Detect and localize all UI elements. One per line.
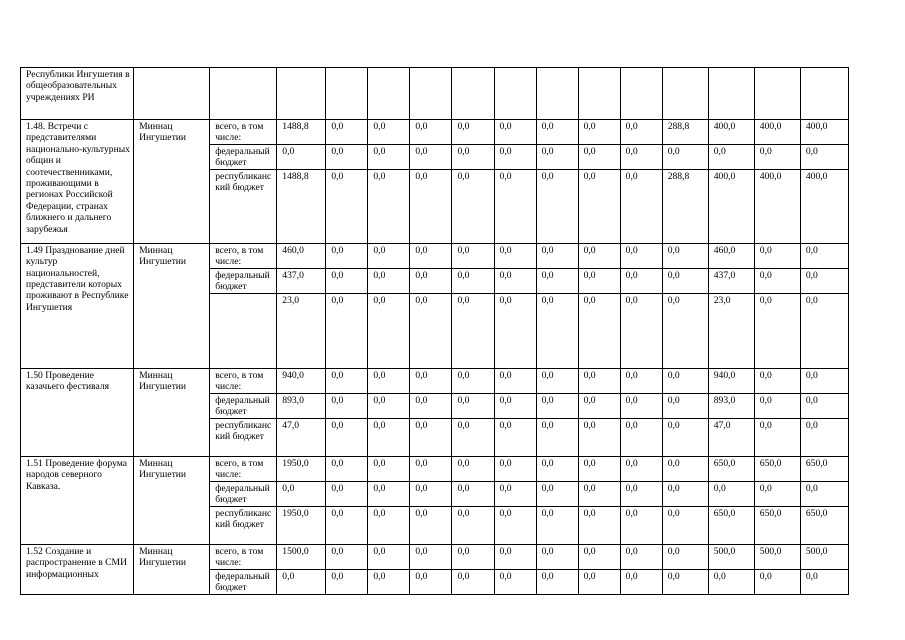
amount-cell: 0,0 xyxy=(662,293,708,368)
amount-cell: 0,0 xyxy=(494,120,536,145)
amount-cell: 0,0 xyxy=(494,544,536,569)
amount-cell: 0,0 xyxy=(662,481,708,506)
amount-cell: 0,0 xyxy=(754,293,800,368)
amount-cell: 0,0 xyxy=(452,506,494,544)
amount-cell: 0,0 xyxy=(536,393,578,418)
amount-cell: 0,0 xyxy=(410,120,452,145)
amount-cell: 0,0 xyxy=(536,169,578,243)
amount-cell: 0,0 xyxy=(326,293,368,368)
amount-cell: 288,8 xyxy=(662,120,708,145)
table-row xyxy=(21,243,849,268)
funding-source-cell: всего, в том числе: xyxy=(210,243,277,268)
amount-cell: 460,0 xyxy=(708,243,754,268)
executor-cell: Миннац Ингушетии xyxy=(134,120,210,244)
amount-cell: 0,0 xyxy=(662,368,708,393)
amount-cell: 0,0 xyxy=(326,368,368,393)
amount-cell: 0,0 xyxy=(754,393,800,418)
amount-cell: 893,0 xyxy=(708,393,754,418)
amount-cell: 0,0 xyxy=(578,569,620,594)
amount-cell: 0,0 xyxy=(754,418,800,456)
amount-cell: 1500,0 xyxy=(277,544,326,569)
amount-cell: 0,0 xyxy=(620,506,662,544)
program-funding-table xyxy=(20,67,849,595)
amount-cell: 0,0 xyxy=(662,544,708,569)
amount-cell: 0,0 xyxy=(536,293,578,368)
amount-cell: 0,0 xyxy=(452,268,494,293)
amount-cell: 650,0 xyxy=(708,456,754,481)
amount-cell: 650,0 xyxy=(800,506,848,544)
funding-source-cell: республиканский бюджет xyxy=(210,169,277,243)
amount-cell: 0,0 xyxy=(452,481,494,506)
amount-cell: 0,0 xyxy=(410,456,452,481)
table-row xyxy=(21,68,849,120)
amount-cell: 0,0 xyxy=(578,368,620,393)
funding-source-cell: всего, в том числе: xyxy=(210,456,277,481)
amount-cell: 0,0 xyxy=(494,243,536,268)
amount-cell: 0,0 xyxy=(662,144,708,169)
table-body xyxy=(21,68,849,595)
amount-cell: 650,0 xyxy=(754,506,800,544)
amount-cell: 0,0 xyxy=(494,456,536,481)
amount-cell: 0,0 xyxy=(494,418,536,456)
activity-name-cell: 1.49 Празднование дней культур национальностей, представители которых проживают в Республике Ингушетия xyxy=(21,243,134,368)
amount-cell: 1950,0 xyxy=(277,506,326,544)
amount-cell: 0,0 xyxy=(536,120,578,145)
amount-cell: 0,0 xyxy=(326,393,368,418)
executor-cell: Миннац Ингушетии xyxy=(134,243,210,368)
amount-cell: 0,0 xyxy=(662,243,708,268)
amount-cell: 0,0 xyxy=(578,268,620,293)
funding-source-cell: всего, в том числе: xyxy=(210,544,277,569)
amount-cell: 0,0 xyxy=(326,144,368,169)
amount-cell: 400,0 xyxy=(754,169,800,243)
amount-cell: 0,0 xyxy=(410,393,452,418)
amount-cell: 0,0 xyxy=(662,569,708,594)
amount-cell: 0,0 xyxy=(620,120,662,145)
amount-cell: 0,0 xyxy=(410,368,452,393)
amount-cell: 0,0 xyxy=(536,569,578,594)
amount-cell: 0,0 xyxy=(368,393,410,418)
amount-cell: 0,0 xyxy=(536,243,578,268)
funding-source-cell: республиканский бюджет xyxy=(210,418,277,456)
amount-cell: 0,0 xyxy=(800,144,848,169)
amount-cell: 0,0 xyxy=(708,569,754,594)
amount-cell: 0,0 xyxy=(662,456,708,481)
amount-cell: 0,0 xyxy=(410,243,452,268)
amount-cell: 0,0 xyxy=(326,120,368,145)
amount-cell: 0,0 xyxy=(578,418,620,456)
amount-cell: 0,0 xyxy=(452,293,494,368)
funding-source-cell: федеральный бюджет xyxy=(210,569,277,594)
amount-cell: 0,0 xyxy=(326,456,368,481)
amount-cell: 0,0 xyxy=(326,544,368,569)
amount-cell: 0,0 xyxy=(368,169,410,243)
amount-cell: 0,0 xyxy=(410,481,452,506)
amount-cell: 0,0 xyxy=(578,506,620,544)
amount-cell: 650,0 xyxy=(754,456,800,481)
executor-cell: Миннац Ингушетии xyxy=(134,368,210,456)
amount-cell: 0,0 xyxy=(620,418,662,456)
funding-source-cell: всего, в том числе: xyxy=(210,120,277,145)
amount-cell: 0,0 xyxy=(536,481,578,506)
amount-cell: 0,0 xyxy=(494,569,536,594)
funding-source-cell: республиканский бюджет xyxy=(210,506,277,544)
amount-cell: 47,0 xyxy=(277,418,326,456)
amount-cell: 1488,8 xyxy=(277,169,326,243)
amount-cell: 0,0 xyxy=(452,393,494,418)
amount-cell: 0,0 xyxy=(754,481,800,506)
executor-cell: Миннац Ингушетии xyxy=(134,456,210,544)
amount-cell: 0,0 xyxy=(494,506,536,544)
amount-cell: 288,8 xyxy=(662,169,708,243)
amount-cell: 893,0 xyxy=(277,393,326,418)
amount-cell: 0,0 xyxy=(452,169,494,243)
amount-cell: 400,0 xyxy=(708,120,754,145)
amount-cell: 400,0 xyxy=(800,169,848,243)
funding-source-cell: федеральный бюджет xyxy=(210,144,277,169)
amount-cell: 0,0 xyxy=(754,368,800,393)
amount-cell: 0,0 xyxy=(578,169,620,243)
amount-cell: 23,0 xyxy=(277,293,326,368)
amount-cell: 0,0 xyxy=(368,456,410,481)
amount-cell: 0,0 xyxy=(578,144,620,169)
amount-cell: 0,0 xyxy=(368,144,410,169)
amount-cell: 0,0 xyxy=(410,506,452,544)
table-row xyxy=(21,544,849,569)
amount-cell: 400,0 xyxy=(708,169,754,243)
amount-cell: 0,0 xyxy=(578,293,620,368)
amount-cell: 0,0 xyxy=(494,481,536,506)
amount-cell: 0,0 xyxy=(536,268,578,293)
amount-cell: 0,0 xyxy=(452,569,494,594)
amount-cell: 0,0 xyxy=(536,506,578,544)
amount-cell: 437,0 xyxy=(708,268,754,293)
amount-cell: 0,0 xyxy=(620,481,662,506)
amount-cell: 460,0 xyxy=(277,243,326,268)
amount-cell: 0,0 xyxy=(410,169,452,243)
amount-cell: 0,0 xyxy=(368,368,410,393)
amount-cell: 0,0 xyxy=(494,169,536,243)
amount-cell: 47,0 xyxy=(708,418,754,456)
amount-cell: 0,0 xyxy=(578,456,620,481)
amount-cell: 0,0 xyxy=(410,144,452,169)
amount-cell: 0,0 xyxy=(800,293,848,368)
amount-cell: 0,0 xyxy=(800,243,848,268)
amount-cell: 0,0 xyxy=(326,569,368,594)
amount-cell: 0,0 xyxy=(452,368,494,393)
amount-cell: 0,0 xyxy=(620,544,662,569)
amount-cell: 0,0 xyxy=(754,268,800,293)
executor-cell: Миннац Ингушетии xyxy=(134,544,210,594)
amount-cell: 0,0 xyxy=(578,481,620,506)
amount-cell: 400,0 xyxy=(754,120,800,145)
amount-cell: 0,0 xyxy=(368,120,410,145)
activity-name-cell: 1.51 Проведение форума народов северного Кавказа. xyxy=(21,456,134,544)
amount-cell: 0,0 xyxy=(368,544,410,569)
amount-cell: 0,0 xyxy=(452,418,494,456)
amount-cell: 500,0 xyxy=(708,544,754,569)
amount-cell: 1488,8 xyxy=(277,120,326,145)
amount-cell: 0,0 xyxy=(410,418,452,456)
amount-cell: 0,0 xyxy=(326,268,368,293)
amount-cell: 0,0 xyxy=(662,418,708,456)
amount-cell: 0,0 xyxy=(620,144,662,169)
amount-cell: 0,0 xyxy=(578,544,620,569)
amount-cell: 0,0 xyxy=(326,481,368,506)
amount-cell: 0,0 xyxy=(410,569,452,594)
amount-cell: 0,0 xyxy=(800,393,848,418)
amount-cell: 0,0 xyxy=(536,368,578,393)
amount-cell: 0,0 xyxy=(494,368,536,393)
amount-cell: 0,0 xyxy=(708,144,754,169)
amount-cell: 0,0 xyxy=(368,243,410,268)
amount-cell: 0,0 xyxy=(326,506,368,544)
amount-cell: 0,0 xyxy=(708,481,754,506)
funding-source-cell xyxy=(210,293,277,368)
table-row xyxy=(21,456,849,481)
amount-cell: 940,0 xyxy=(277,368,326,393)
amount-cell: 0,0 xyxy=(754,243,800,268)
amount-cell: 0,0 xyxy=(494,144,536,169)
funding-source-cell: всего, в том числе: xyxy=(210,368,277,393)
amount-cell: 0,0 xyxy=(754,144,800,169)
amount-cell: 0,0 xyxy=(662,506,708,544)
amount-cell: 0,0 xyxy=(326,418,368,456)
amount-cell: 0,0 xyxy=(368,418,410,456)
funding-source-cell: федеральный бюджет xyxy=(210,481,277,506)
amount-cell: 400,0 xyxy=(800,120,848,145)
amount-cell: 0,0 xyxy=(800,368,848,393)
amount-cell: 0,0 xyxy=(326,169,368,243)
amount-cell: 0,0 xyxy=(326,243,368,268)
table-row xyxy=(21,368,849,393)
amount-cell: 0,0 xyxy=(368,569,410,594)
amount-cell: 0,0 xyxy=(800,268,848,293)
amount-cell: 0,0 xyxy=(452,144,494,169)
amount-cell: 0,0 xyxy=(800,481,848,506)
amount-cell: 0,0 xyxy=(662,393,708,418)
amount-cell: 0,0 xyxy=(578,243,620,268)
amount-cell: 0,0 xyxy=(410,268,452,293)
amount-cell: 0,0 xyxy=(277,481,326,506)
amount-cell: 0,0 xyxy=(494,268,536,293)
amount-cell: 0,0 xyxy=(800,418,848,456)
amount-cell: 0,0 xyxy=(536,456,578,481)
amount-cell: 0,0 xyxy=(620,569,662,594)
amount-cell: 0,0 xyxy=(368,506,410,544)
amount-cell: 0,0 xyxy=(620,393,662,418)
amount-cell: 437,0 xyxy=(277,268,326,293)
amount-cell: 0,0 xyxy=(536,544,578,569)
amount-cell: 500,0 xyxy=(754,544,800,569)
amount-cell: 0,0 xyxy=(452,120,494,145)
amount-cell: 0,0 xyxy=(452,456,494,481)
funding-source-cell: федеральный бюджет xyxy=(210,268,277,293)
amount-cell: 0,0 xyxy=(754,569,800,594)
amount-cell: 1950,0 xyxy=(277,456,326,481)
amount-cell: 0,0 xyxy=(662,268,708,293)
amount-cell: 0,0 xyxy=(494,293,536,368)
amount-cell: 940,0 xyxy=(708,368,754,393)
amount-cell: 0,0 xyxy=(620,293,662,368)
amount-cell: 0,0 xyxy=(578,120,620,145)
table-row xyxy=(21,120,849,145)
amount-cell: 650,0 xyxy=(800,456,848,481)
amount-cell: 23,0 xyxy=(708,293,754,368)
amount-cell: 0,0 xyxy=(800,569,848,594)
activity-name-cell: 1.52 Создание и распространение в СМИ информационных xyxy=(21,544,134,594)
amount-cell: 0,0 xyxy=(452,243,494,268)
amount-cell: 0,0 xyxy=(277,144,326,169)
amount-cell: 0,0 xyxy=(410,293,452,368)
amount-cell: 650,0 xyxy=(708,506,754,544)
amount-cell: 0,0 xyxy=(620,169,662,243)
amount-cell: 0,0 xyxy=(494,393,536,418)
amount-cell: 0,0 xyxy=(620,243,662,268)
amount-cell: 500,0 xyxy=(800,544,848,569)
activity-name-cell: 1.48. Встречи с представителями национально-культурных общин и соотечественниками, проживающими в регионах Российской Федерации, странах ближнего и дальнего зарубежья xyxy=(21,120,134,244)
amount-cell: 0,0 xyxy=(368,481,410,506)
amount-cell: 0,0 xyxy=(452,544,494,569)
amount-cell: 0,0 xyxy=(620,368,662,393)
activity-name-cell: Республики Ингушетия в общеобразовательных учреждениях РИ xyxy=(21,68,134,120)
activity-name-cell: 1.50 Проведение казачьего фестиваля xyxy=(21,368,134,456)
amount-cell: 0,0 xyxy=(410,544,452,569)
amount-cell: 0,0 xyxy=(620,456,662,481)
amount-cell: 0,0 xyxy=(536,418,578,456)
amount-cell: 0,0 xyxy=(578,393,620,418)
amount-cell: 0,0 xyxy=(620,268,662,293)
amount-cell: 0,0 xyxy=(368,293,410,368)
amount-cell: 0,0 xyxy=(536,144,578,169)
funding-source-cell: федеральный бюджет xyxy=(210,393,277,418)
amount-cell: 0,0 xyxy=(368,268,410,293)
amount-cell: 0,0 xyxy=(277,569,326,594)
